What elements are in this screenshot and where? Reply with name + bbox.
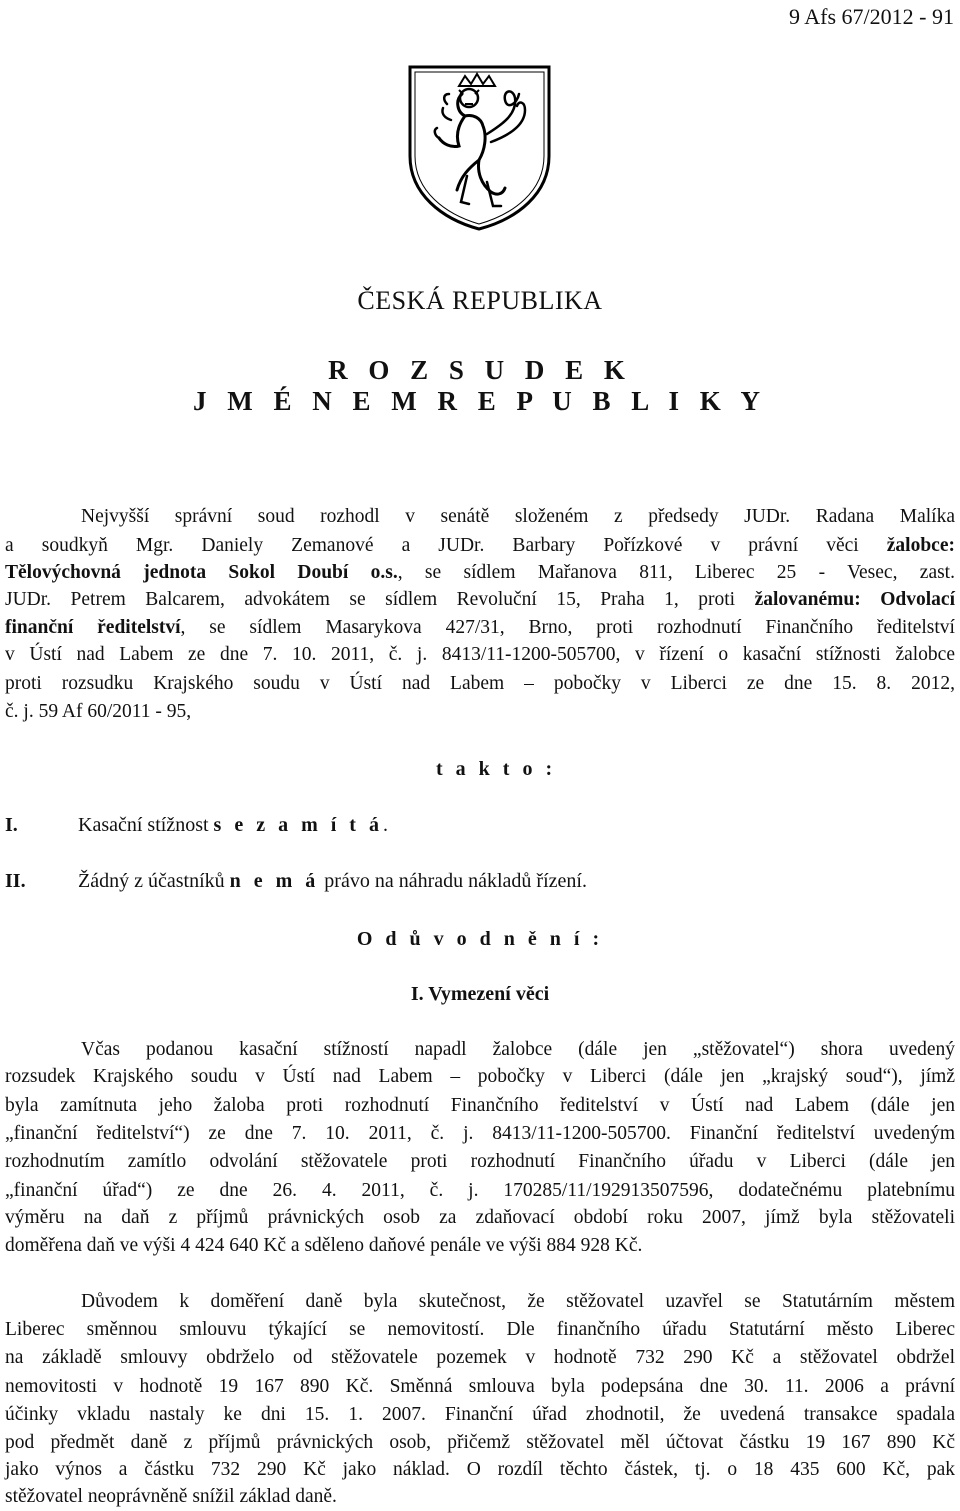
paragraph-line: nemovitosti v hodnotě 19 167 890 Kč. Směnná smlouva byla podepsána dne 30. 11. 2006 a právní xyxy=(5,1376,955,1397)
paragraph-line: pod předmět daně z příjmů právnických osob, přičemž stěžovatel měl účtovat částku 19 167 890 Kč xyxy=(5,1432,955,1453)
paragraph-line: „finanční ředitelství“) ze dne 7. 10. 2011, č. j. 8413/11-1200-505700. Finanční ředitelství uvedeným xyxy=(5,1123,955,1144)
intro-line: Nejvyšší správní soud rozhodl v senátě složeném z předsedy JUDr. Radana Malíka xyxy=(81,506,955,527)
intro-line: JUDr. Petrem Balcarem, advokátem se sídlem Revoluční 15, Praha 1, proti žalovanému: Odvolací xyxy=(5,589,955,610)
paragraph-line: rozhodnutím zamítlo odvolání stěžovatele proti rozhodnutí Finančního úřadu v Liberci (dále jen xyxy=(5,1151,955,1172)
paragraph-line: stěžovatel neoprávněně snížil základ daně. xyxy=(5,1486,337,1507)
paragraph-line: Liberec směnnou smlouvu týkající se nemovitostí. Dle finančního úřadu Statutární město Liberec xyxy=(5,1319,955,1340)
paragraph-line: na základě smlouvy obdrželo od stěžovatele pozemek v hodnotě 732 290 Kč a stěžovatel obdržel xyxy=(5,1347,955,1368)
ruling-item-text: Kasační stížnost s e z a m í t á. xyxy=(78,814,388,836)
intro-line: v Ústí nad Labem ze dne 7. 10. 2011, č. j. 8413/11-1200-505700, v řízení o kasační stížnosti žalobce xyxy=(5,644,955,665)
intro-line: Tělovýchovná jednota Sokol Doubí o.s., se sídlem Mařanova 811, Liberec 25 - Vesec, zast. xyxy=(5,562,955,583)
ruling-item-number: II. xyxy=(5,870,26,892)
paragraph-line: Důvodem k doměření daně byla skutečnost, že stěžovatel uzavřel se Statutárním městem xyxy=(81,1291,955,1312)
section-heading: I. Vymezení věci xyxy=(410,983,550,1005)
paragraph-line: Včas podanou kasační stížností napadl žalobce (dále jen „stěžovatel“) shora uvedený xyxy=(81,1039,955,1060)
reasoning-heading: O d ů v o d n ě n í : xyxy=(356,928,604,950)
intro-line: proti rozsudku Krajského soudu v Ústí nad Labem – pobočky v Liberci ze dne 15. 8. 2012, xyxy=(5,673,955,694)
paragraph-line: jako výnos a částku 732 290 Kč jako náklad. O rozdíl těchto částek, tj. o 18 435 600 Kč, pak xyxy=(5,1459,955,1480)
verdict-title: R O Z S U D E K xyxy=(328,355,632,385)
paragraph-line: doměřena daň ve výši 4 424 640 Kč a sděleno daňové penále ve výši 884 928 Kč. xyxy=(5,1235,643,1256)
paragraph-line: účinky vkladu nastaly ke dni 15. 1. 2007. Finanční úřad zhodnotil, že uvedená transakce spadala xyxy=(5,1404,955,1425)
ruling-item-number: I. xyxy=(5,814,18,836)
paragraph-line: „finanční úřad“) ze dne 26. 4. 2011, č. j. 170285/11/192913507596, dodatečnému platebnímu xyxy=(5,1180,955,1201)
intro-line: a soudkyň Mgr. Daniely Zemanové a JUDr. Barbary Pořízkové v právní věci žalobce: xyxy=(5,535,955,556)
paragraph-line: byla zamítnuta jeho žaloba proti rozhodnutí Finančního ředitelství v Ústí nad Labem (dále jen xyxy=(5,1095,955,1116)
ruling-item-text: Žádný z účastníků n e m á právo na náhradu nákladů řízení. xyxy=(78,870,587,892)
case-number: 9 Afs 67/2012 - 91 xyxy=(789,4,954,29)
country-title: ČESKÁ REPUBLIKA xyxy=(357,286,603,315)
intro-line: č. j. 59 Af 60/2011 - 95, xyxy=(5,701,192,722)
intro-line: finanční ředitelství, se sídlem Masarykova 427/31, Brno, proti rozhodnutí Finančního ředitelství xyxy=(5,617,955,638)
in-name-title: J M É N E M R E P U B L I K Y xyxy=(192,386,768,416)
paragraph-line: rozsudek Krajského soudu v Ústí nad Labem – pobočky v Liberci (dále jen „krajský soud“), jímž xyxy=(5,1066,955,1087)
czech-lion-emblem-icon xyxy=(407,64,552,232)
paragraph-line: výměru na daň z příjmů právnických osob za zdaňovací období roku 2007, jímž byla stěžovateli xyxy=(5,1207,955,1228)
takto-heading: t a k t o : xyxy=(436,758,557,780)
